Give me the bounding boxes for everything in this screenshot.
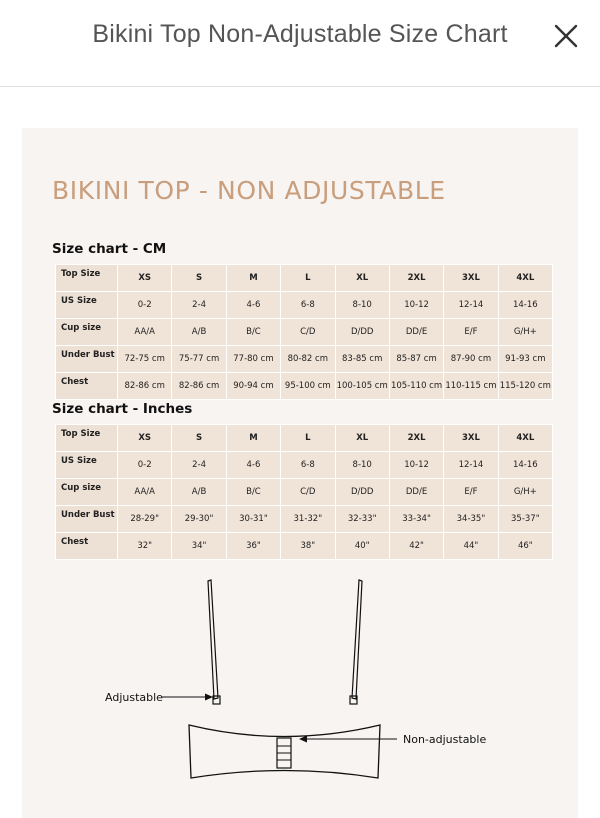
table-cell: M: [226, 425, 280, 452]
row-label: US Size: [56, 292, 118, 319]
table-cell: XL: [335, 265, 389, 292]
table-cell: B/C: [226, 479, 280, 506]
table-cell: G/H+: [498, 319, 552, 346]
table-row: [56, 265, 553, 292]
table-cell: 80-82 cm: [281, 346, 335, 373]
table-row: [56, 533, 553, 560]
right-strap: [352, 580, 362, 699]
table-cell: 10-12: [389, 452, 443, 479]
table-cell: 87-90 cm: [444, 346, 498, 373]
table-cell: AA/A: [118, 479, 172, 506]
table-cell: 100-105 cm: [335, 373, 389, 400]
table-cell: 34": [172, 533, 226, 560]
table-cell: 30-31": [226, 506, 280, 533]
table-row: [56, 373, 553, 400]
adjustable-label: Adjustable: [105, 691, 163, 704]
table-cell: S: [172, 425, 226, 452]
table-cell: 12-14: [444, 292, 498, 319]
table-cell: 0-2: [118, 452, 172, 479]
table-cell: A/B: [172, 319, 226, 346]
cm-size-table: [55, 264, 553, 400]
table-row: [56, 292, 553, 319]
table-cell: L: [281, 265, 335, 292]
table-cell: D/DD: [335, 479, 389, 506]
table-row: [56, 346, 553, 373]
table-cell: E/F: [444, 319, 498, 346]
table-cell: S: [172, 265, 226, 292]
left-strap: [208, 580, 218, 699]
table-cell: 90-94 cm: [226, 373, 280, 400]
row-label: US Size: [56, 452, 118, 479]
table-cell: 75-77 cm: [172, 346, 226, 373]
table-cell: 12-14: [444, 452, 498, 479]
size-chart-card: [22, 128, 578, 818]
table-cell: DD/E: [389, 479, 443, 506]
row-label: Chest: [56, 373, 118, 400]
table-cell: 2XL: [389, 425, 443, 452]
table-cell: XS: [118, 425, 172, 452]
table-cell: XL: [335, 425, 389, 452]
table-cell: 2XL: [389, 265, 443, 292]
table-cell: 6-8: [281, 452, 335, 479]
table-cell: 14-16: [498, 452, 552, 479]
table-cell: 77-80 cm: [226, 346, 280, 373]
table-cell: 3XL: [444, 265, 498, 292]
bikini-band: [189, 725, 380, 778]
table-cell: C/D: [281, 479, 335, 506]
table-cell: 42": [389, 533, 443, 560]
table-cell: DD/E: [389, 319, 443, 346]
non-adjustable-label: Non-adjustable: [403, 733, 487, 746]
table-cell: 85-87 cm: [389, 346, 443, 373]
table-cell: 32-33": [335, 506, 389, 533]
row-label: Top Size: [56, 425, 118, 452]
table-cell: B/C: [226, 319, 280, 346]
table-cell: 28-29": [118, 506, 172, 533]
row-label: Top Size: [56, 265, 118, 292]
table-cell: M: [226, 265, 280, 292]
table-cell: 14-16: [498, 292, 552, 319]
table-cell: A/B: [172, 479, 226, 506]
table-cell: 4XL: [498, 265, 552, 292]
table-cell: 34-35": [444, 506, 498, 533]
table-cell: C/D: [281, 319, 335, 346]
close-icon: [552, 22, 580, 50]
table-cell: D/DD: [335, 319, 389, 346]
table-cell: 8-10: [335, 452, 389, 479]
inches-size-table: [55, 424, 553, 560]
table-cell: 3XL: [444, 425, 498, 452]
table-cell: 105-110 cm: [389, 373, 443, 400]
table-cell: 115-120 cm: [498, 373, 552, 400]
table-cell: 6-8: [281, 292, 335, 319]
table-cell: L: [281, 425, 335, 452]
table-cell: 8-10: [335, 292, 389, 319]
table-cell: 32": [118, 533, 172, 560]
chart-heading: BIKINI TOP - NON ADJUSTABLE: [52, 176, 446, 205]
table-cell: 46": [498, 533, 552, 560]
modal-title: Bikini Top Non-Adjustable Size Chart: [92, 20, 508, 48]
modal-header: [0, 0, 600, 87]
row-label: Under Bust: [56, 506, 118, 533]
table-cell: 29-30": [172, 506, 226, 533]
table-cell: E/F: [444, 479, 498, 506]
table-cell: 33-34": [389, 506, 443, 533]
cm-section-title: Size chart - CM: [52, 241, 167, 257]
table-cell: 91-93 cm: [498, 346, 552, 373]
table-cell: 40": [335, 533, 389, 560]
table-row: [56, 452, 553, 479]
row-label: Under Bust: [56, 346, 118, 373]
table-cell: 4-6: [226, 292, 280, 319]
table-cell: AA/A: [118, 319, 172, 346]
table-cell: 95-100 cm: [281, 373, 335, 400]
table-cell: G/H+: [498, 479, 552, 506]
table-cell: 82-86 cm: [172, 373, 226, 400]
table-row: [56, 506, 553, 533]
table-row: [56, 479, 553, 506]
table-cell: 35-37": [498, 506, 552, 533]
table-cell: 38": [281, 533, 335, 560]
table-cell: 110-115 cm: [444, 373, 498, 400]
table-cell: 83-85 cm: [335, 346, 389, 373]
table-cell: 4XL: [498, 425, 552, 452]
table-cell: XS: [118, 265, 172, 292]
table-cell: 0-2: [118, 292, 172, 319]
table-row: [56, 319, 553, 346]
inches-section-title: Size chart - Inches: [52, 401, 193, 417]
close-button[interactable]: [552, 22, 580, 50]
table-cell: 82-86 cm: [118, 373, 172, 400]
row-label: Chest: [56, 533, 118, 560]
table-row: [56, 425, 553, 452]
table-cell: 36": [226, 533, 280, 560]
adjustable-arrowhead: [205, 694, 213, 701]
row-label: Cup size: [56, 479, 118, 506]
table-cell: 72-75 cm: [118, 346, 172, 373]
table-cell: 2-4: [172, 452, 226, 479]
bikini-diagram: [22, 568, 578, 818]
table-cell: 44": [444, 533, 498, 560]
table-cell: 31-32": [281, 506, 335, 533]
table-cell: 10-12: [389, 292, 443, 319]
row-label: Cup size: [56, 319, 118, 346]
table-cell: 2-4: [172, 292, 226, 319]
table-cell: 4-6: [226, 452, 280, 479]
